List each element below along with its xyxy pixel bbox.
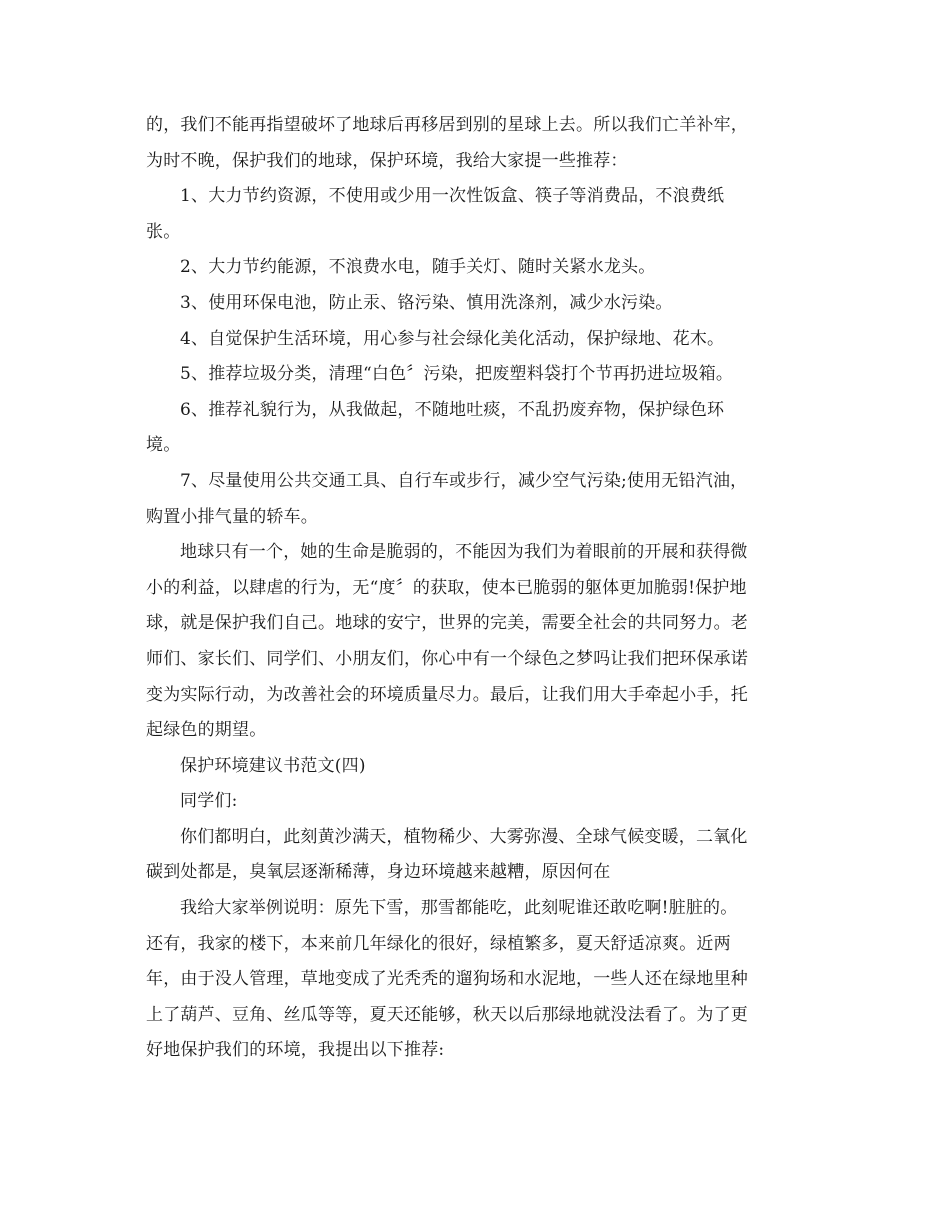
text-line: 6、推荐礼貌行为，从我做起，不随地吐痰，不乱扔废弃物，保护绿色环 [180,399,725,420]
text-line: 球，就是保护我们自己。地球的安宁，世界的完美，需要全社会的共同努力。老 [146,613,748,634]
paragraph [146,393,806,464]
text-line: 3、使用环保电池，防止汞、铬污染、慎用洗涤剂，减少水污染。 [180,292,673,313]
text-line: 师们、家长们、同学们、小朋友们，你心中有一个绿色之梦吗让我们把环保承诺 [146,648,748,669]
text-line: 张。 [146,221,181,242]
text-line: 1、大力节约资源，不使用或少用一次性饭盒、筷子等消费品，不浪费纸 [180,186,725,207]
text-line: 变为实际行动，为改善社会的环境质量尽力。最后，让我们用大手牵起小手，托 [146,684,748,705]
text-line: 为时不晚，保护我们的地球，保护环境，我给大家提一些推荐： [146,150,628,171]
text-line: 5、推荐垃圾分类，清理“白色〞污染，把废塑料袋打个节再扔进垃圾箱。 [180,364,734,385]
paragraph [146,784,806,820]
text-line: 同学们: [180,791,238,812]
text-line: 小的利益，以肆虐的行为，无“度〞的获取，使本已脆弱的躯体更加脆弱!保护地 [146,577,747,598]
paragraph [146,891,806,1069]
paragraph [146,357,806,393]
paragraph [146,108,806,179]
text-line: 保护环境建议书范文(四) [180,755,366,776]
text-line: 2、大力节约能源，不浪费水电，随手关灯、随时关紧水龙头。 [180,257,656,278]
text-line: 购置小排气量的轿车。 [146,506,318,527]
text-line: 碳到处都是，臭氧层逐渐稀薄，身边环境越来越糟，原因何在 [146,862,611,883]
text-line: 你们都明白，此刻黄沙满天，植物稀少、大雾弥漫、全球气候变暖，二氧化 [180,826,748,847]
text-line: 境。 [146,435,181,456]
text-line: 我给大家举例说明：原先下雪，那雪都能吃，此刻呢谁还敢吃啊!脏脏的。 [180,898,738,919]
paragraph [146,535,806,749]
paragraph [146,322,806,358]
document-body [146,108,806,1069]
text-line: 年，由于没人管理，草地变成了光秃秃的遛狗场和水泥地，一些人还在绿地里种 [146,969,748,990]
text-line: 好地保护我们的环境，我提出以下推荐: [146,1040,445,1061]
paragraph [146,286,806,322]
text-line: 4、自觉保护生活环境，用心参与社会绿化美化活动，保护绿地、花木。 [180,328,725,349]
paragraph [146,749,806,785]
paragraph [146,179,806,250]
text-line: 上了葫芦、豆角、丝瓜等等，夏天还能够，秋天以后那绿地就没法看了。为了更 [146,1004,748,1025]
text-line: 的，我们不能再指望破坏了地球后再移居到别的星球上去。所以我们亡羊补牢， [146,115,748,135]
text-line: 地球只有一个，她的生命是脆弱的，不能因为我们为着眼前的开展和获得微 [180,542,748,563]
paragraph [146,464,806,535]
paragraph [146,250,806,286]
paragraph [146,820,806,891]
text-line: 起绿色的期望。 [146,720,267,741]
text-line: 还有，我家的楼下，本来前几年绿化的很好，绿植繁多，夏天舒适凉爽。近两 [146,933,731,954]
text-line: 7、尽量使用公共交通工具、自行车或步行，减少空气污染;使用无铅汽油， [180,470,748,491]
